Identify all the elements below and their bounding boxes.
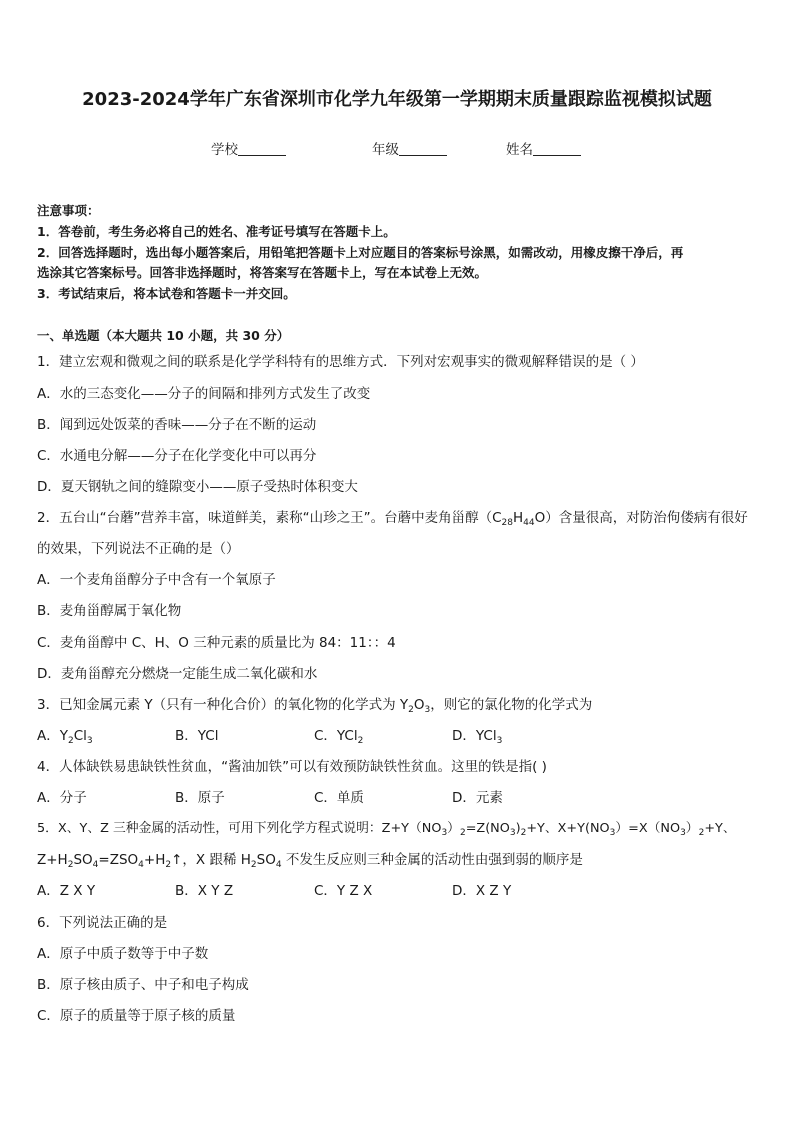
q3-option-a[interactable] xyxy=(37,727,93,745)
q5-l2-sub4: 2 xyxy=(165,860,172,870)
name-label: 姓名 xyxy=(506,142,533,158)
q3-c-sub-2: 2 xyxy=(357,736,364,746)
q5-l2d: +H xyxy=(143,852,166,868)
grade-blank[interactable] xyxy=(399,143,447,156)
q4-option-c[interactable]: C．单质 xyxy=(314,790,364,806)
q5-l2b: SO xyxy=(73,852,93,868)
q1-option-d[interactable]: D．夏天钢轨之间的缝隙变小——原子受热时体积变大 xyxy=(37,479,358,495)
q5-l1-sub1: 3 xyxy=(441,828,448,838)
q3-d-sub-3: 3 xyxy=(496,736,503,746)
q5-stem-line1 xyxy=(37,820,736,838)
q5-l1-sub4: 2 xyxy=(520,828,527,838)
q5-option-a[interactable]: A．Z X Y xyxy=(37,883,96,899)
school-blank[interactable] xyxy=(238,143,286,156)
q3-stem xyxy=(37,696,592,714)
q1-option-b[interactable]: B．闻到远处饭菜的香味——分子在不断的运动 xyxy=(37,417,317,433)
q5-l1g: ） xyxy=(685,821,699,836)
q5-l2f: SO xyxy=(256,852,276,868)
notes-heading: 注意事项： xyxy=(37,203,100,218)
q2-option-c[interactable]: C．麦角甾醇中 C、H、O 三种元素的质量比为 84：11：：4 xyxy=(37,635,396,651)
note-3: 3．考试结束后，将本试卷和答题卡一并交回。 xyxy=(37,286,296,301)
q3-a-pre: A．Y xyxy=(37,728,68,744)
q2-option-d[interactable]: D．麦角甾醇充分燃烧一定能生成二氧化碳和水 xyxy=(37,666,318,682)
name-field[interactable] xyxy=(506,141,581,159)
grade-label: 年级 xyxy=(372,142,399,158)
q5-l1b: ） xyxy=(447,821,460,836)
q6-stem: 6．下列说法正确的是 xyxy=(37,915,168,931)
note-1: 1．答卷前，考生务必将自己的姓名、准考证号填写在答题卡上。 xyxy=(37,224,396,239)
q5-l2-sub2: 4 xyxy=(92,860,99,870)
q6-option-b[interactable]: B．原子核由质子、中子和电子构成 xyxy=(37,977,249,993)
q3-sub-3: 3 xyxy=(424,705,431,715)
q5-l2g: 不发生反应则三种金属的活动性由强到弱的顺序是 xyxy=(281,852,583,868)
q5-option-d[interactable]: D．X Z Y xyxy=(452,883,512,899)
q3-d-pre: D．YCl xyxy=(452,728,497,744)
q5-l2-sub1: 2 xyxy=(67,860,74,870)
q2-sub-44: 44 xyxy=(523,518,535,528)
q1-stem: 1．建立宏观和微观之间的联系是化学学科特有的思维方式．下列对宏观事实的微观解释错误的是（ ） xyxy=(37,354,644,370)
q4-stem: 4．人体缺铁易患缺铁性贫血，“酱油加铁”可以有效预防缺铁性贫血。这里的铁是指( ) xyxy=(37,759,547,775)
q3-option-c[interactable] xyxy=(314,727,363,745)
q5-stem-line2 xyxy=(37,851,583,869)
q5-l1d: ) xyxy=(515,821,521,836)
q5-l2e: ↑，X 跟稀 H xyxy=(171,852,251,868)
q3-option-b[interactable]: B．YCl xyxy=(175,728,219,744)
q2-stem-line2: 的效果，下列说法不正确的是（） xyxy=(37,541,240,557)
q5-l2c: =ZSO xyxy=(98,852,139,868)
q2-stem-a: 2．五台山“台蘑”营养丰富，味道鲜美，素称“山珍之王”。台蘑中麦角甾醇（C xyxy=(37,510,502,526)
section-heading: 一、单选题（本大题共 10 小题，共 30 分） xyxy=(37,328,290,343)
q3-a-sub-3: 3 xyxy=(86,736,93,746)
q2-option-a[interactable]: A．一个麦角甾醇分子中含有一个氧原子 xyxy=(37,572,276,588)
q5-l1-sub6: 3 xyxy=(680,828,686,838)
school-label: 学校 xyxy=(211,142,238,158)
q5-l1-sub2: 2 xyxy=(459,828,466,838)
q2-sub-28: 28 xyxy=(501,518,513,528)
name-blank[interactable] xyxy=(533,143,581,156)
q5-l1-sub3: 3 xyxy=(509,828,516,838)
q3-o: O xyxy=(413,697,425,713)
q1-option-c[interactable]: C．水通电分解——分子在化学变化中可以再分 xyxy=(37,448,317,464)
q2-stem-line1 xyxy=(37,509,748,527)
q5-l2a: Z+H xyxy=(37,852,68,868)
school-field[interactable] xyxy=(211,141,286,159)
q3-stem-b: ，则它的氯化物的化学式为 xyxy=(430,697,593,713)
note-2-line1: 2．回答选择题时，选出每小题答案后，用铅笔把答题卡上对应题目的答案标号涂黑，如需改动，用橡皮擦干净后，再 xyxy=(37,245,684,260)
q5-l2-sub3: 4 xyxy=(138,860,144,870)
q5-l1-sub5: 3 xyxy=(609,828,616,838)
note-2-line2: 选涂其它答案标号。回答非选择题时，将答案写在答题卡上，写在本试卷上无效。 xyxy=(37,265,488,280)
q2-h: H xyxy=(512,510,524,526)
q5-l1h: +Y、 xyxy=(704,821,736,836)
q5-l2-sub6: 4 xyxy=(275,860,282,870)
q3-stem-a: 3．已知金属元素 Y（只有一种化合价）的氧化物的化学式为 Y xyxy=(37,697,409,713)
q3-a-cl: Cl xyxy=(73,728,87,744)
q5-option-b[interactable]: B．X Y Z xyxy=(175,883,234,899)
q2-stem-b: O）含量很高，对防治佝偻病有很好 xyxy=(534,510,748,526)
q4-option-a[interactable]: A．分子 xyxy=(37,790,87,806)
q6-option-a[interactable]: A．原子中质子数等于中子数 xyxy=(37,946,209,962)
q5-option-c[interactable]: C．Y Z X xyxy=(314,883,373,899)
q3-option-d[interactable] xyxy=(452,727,502,745)
q2-option-b[interactable]: B．麦角甾醇属于氧化物 xyxy=(37,603,182,619)
exam-title: 2023-2024学年广东省深圳市化学九年级第一学期期末质量跟踪监视模拟试题 xyxy=(82,89,712,110)
q3-a-sub-2: 2 xyxy=(67,736,74,746)
q6-option-c[interactable]: C．原子的质量等于原子核的质量 xyxy=(37,1008,236,1024)
q5-l2-sub5: 2 xyxy=(250,860,257,870)
q3-sub-2: 2 xyxy=(408,705,414,715)
q1-option-a[interactable]: A．水的三态变化——分子的间隔和排列方式发生了改变 xyxy=(37,386,371,402)
q4-option-d[interactable]: D．元素 xyxy=(452,790,503,806)
q5-l1f: ）=X（NO xyxy=(615,821,681,836)
q5-l1e: +Y、X+Y(NO xyxy=(526,821,610,836)
q5-l1a: 5．X、Y、Z 三种金属的活动性，可用下列化学方程式说明：Z+Y（NO xyxy=(37,821,442,836)
grade-field[interactable] xyxy=(372,141,447,159)
q5-l1-sub7: 2 xyxy=(698,828,705,838)
q4-option-b[interactable]: B．原子 xyxy=(175,790,225,806)
q3-c-pre: C．YCl xyxy=(314,728,358,744)
q5-l1c: =Z(NO xyxy=(465,821,510,836)
